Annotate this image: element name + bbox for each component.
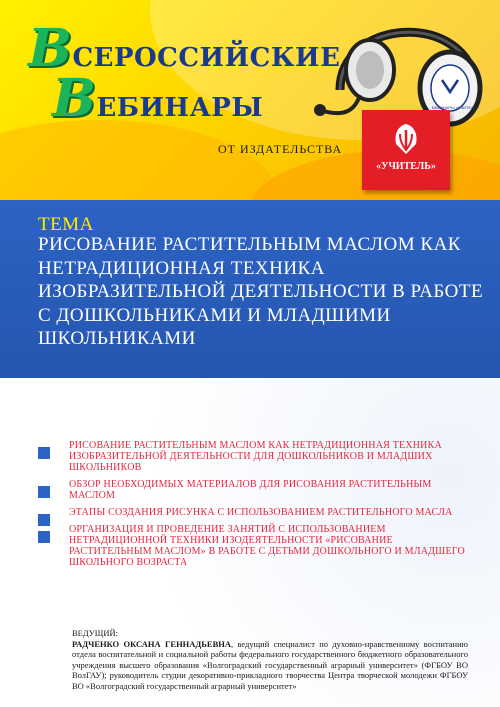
bullet-square-icon	[38, 531, 50, 543]
header-banner	[0, 0, 500, 200]
presenter-label: ВЕДУЩИЙ:	[72, 628, 118, 638]
publisher-logo-icon	[388, 120, 424, 158]
decorative-swirl	[0, 120, 280, 200]
presenter-info	[72, 628, 468, 691]
list-item: ОРГАНИЗАЦИЯ И ПРОВЕДЕНИЕ ЗАНЯТИЙ С ИСПОЛЬЗОВАНИЕМ НЕТРАДИЦИОННОЙ ТЕХНИКИ ИЗОДЕЯТЕЛЬНОСТИ «РИСОВАНИЕ РАСТИТЕЛЬНЫМ МАСЛОМ» В РАБОТЕ С ДЕТЬМИ ДОШКОЛЬНОГО И МЛАДШЕГО ШКОЛЬНОГО ВОЗРАСТА	[38, 524, 468, 568]
topic-title: РИСОВАНИЕ РАСТИТЕЛЬНЫМ МАСЛОМ КАК НЕТРАДИЦИОННАЯ ТЕХНИКА ИЗОБРАЗИТЕЛЬНОЙ ДЕЯТЕЛЬНОСТИ В РАБОТЕ С ДОШКОЛЬНИКАМИ И МЛАДШИМИ ШКОЛЬНИКАМИ	[38, 234, 484, 349]
list-item: ОБЗОР НЕОБХОДИМЫХ МАТЕРИАЛОВ ДЛЯ РИСОВАНИЯ РАСТИТЕЛЬНЫМ МАСЛОМ	[38, 479, 468, 501]
brand-title-line2: ВЕБИНАРЫ	[52, 68, 264, 129]
topic-label: ТЕМА	[38, 214, 94, 235]
topic-bullet-list	[38, 440, 468, 574]
list-item: ЭТАПЫ СОЗДАНИЯ РИСУНКА С ИСПОЛЬЗОВАНИЕМ РАСТИТЕЛЬНОГО МАСЛА	[38, 507, 468, 518]
list-item: РИСОВАНИЕ РАСТИТЕЛЬНЫМ МАСЛОМ КАК НЕТРАДИЦИОННАЯ ТЕХНИКА ИЗОБРАЗИТЕЛЬНОЙ ДЕЯТЕЛЬНОСТИ ДЛЯ ДОШКОЛЬНИКОВ И МЛАДШИХ ШКОЛЬНИКОВ	[38, 440, 468, 473]
headset-logo-text: ВЕБИНАРЫ «УЧИТЕЛЬ»	[432, 105, 479, 110]
presenter-bio: , ведущий специалист по духовно-нравственному воспитанию отдела воспитательной и социальной работы федерального государственного бюджетного образовательного учреждения высшего образования «Волгоградский государственный аграрный университет» (ФГБОУ ВО ВолГАУ); руководитель студии декоративно-прикладного творчества Центра творческой молодежи ФГБОУ ВО «Волгоградский государственный аграрный университет»	[72, 638, 468, 691]
publisher-label: ОТ ИЗДАТЕЛЬСТВА	[218, 142, 343, 156]
publisher-badge-label: «УЧИТЕЛЬ»	[376, 161, 436, 172]
publisher-badge	[362, 110, 450, 190]
topic-panel	[0, 200, 500, 378]
brand-title-line1: ВСЕРОССИЙСКИЕ	[28, 18, 341, 79]
bullet-square-icon	[38, 447, 50, 459]
presenter-name: РАДЧЕНКО ОКСАНА ГЕННАДЬЕВНА	[72, 638, 231, 649]
bullet-square-icon	[38, 486, 50, 498]
